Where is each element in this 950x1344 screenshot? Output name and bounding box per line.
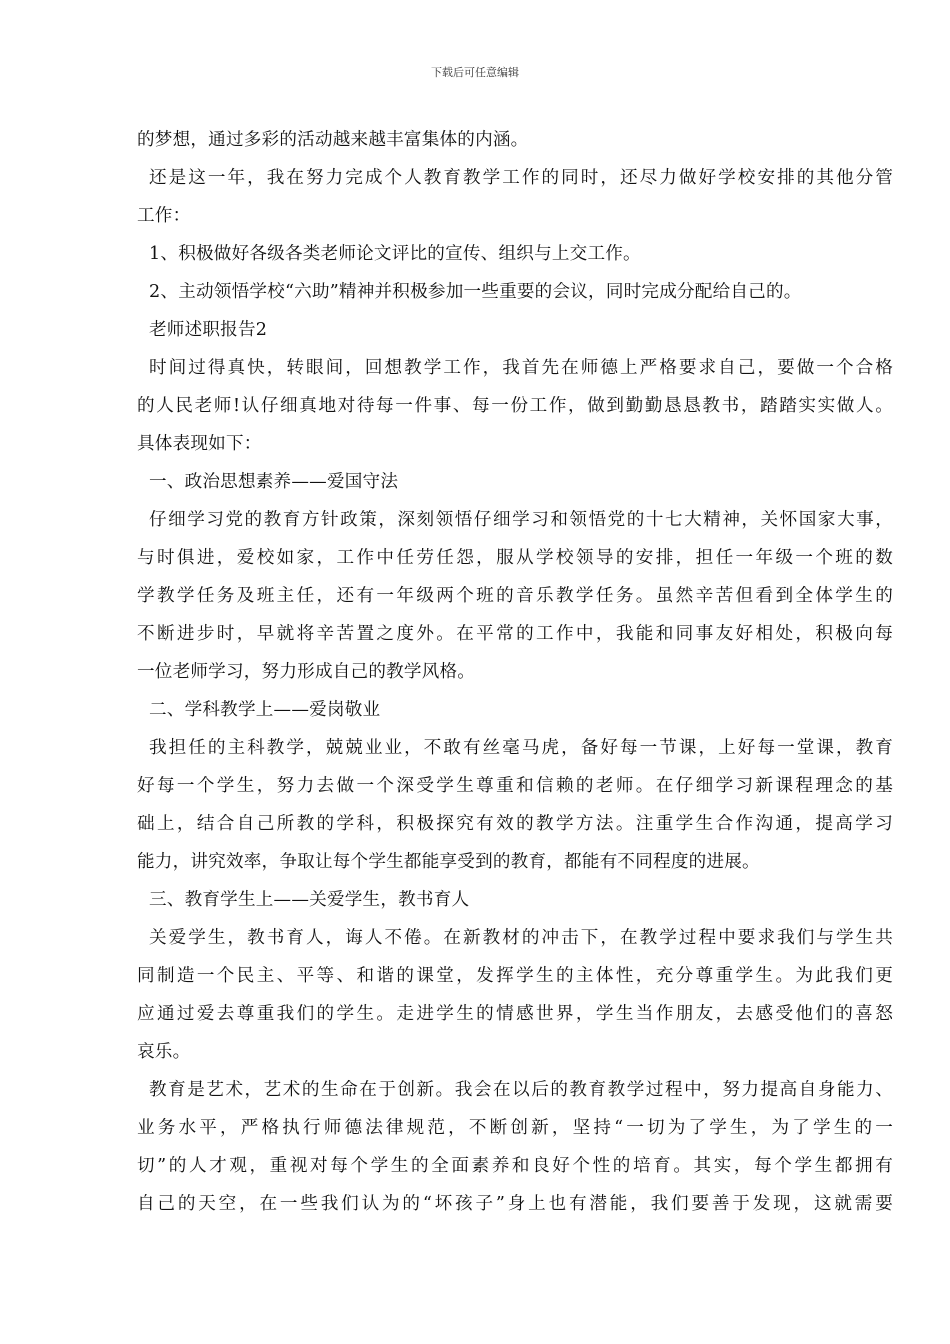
text-line: 能力，讲究效率，争取让每个学生都能享受到的教育，都能有不同程度的进展。 xyxy=(137,852,760,872)
text-line: 时间过得真快，转眼间，回想教学工作，我首先在师德上严格要求自己，要做一个合格 xyxy=(149,358,893,378)
text-line: 学教学任务及班主任，还有一年级两个班的音乐教学任务。虽然辛苦但看到全体学生的 xyxy=(137,586,893,606)
text-line: 一位老师学习，努力形成自己的教学风格。 xyxy=(137,662,476,682)
text-line: 自己的天空，在一些我们认为的“坏孩子”身上也有潜能，我们要善于发现，这就需要 xyxy=(137,1194,893,1214)
document-body xyxy=(137,121,893,1223)
text-line: 的梦想，通过多彩的活动越来越丰富集体的内涵。 xyxy=(137,130,529,150)
text-line: 教育是艺术，艺术的生命在于创新。我会在以后的教育教学过程中，努力提高自身能力、 xyxy=(149,1080,893,1100)
text-line: 切”的人才观，重视对每个学生的全面素养和良好个性的培育。其实，每个学生都拥有 xyxy=(137,1156,893,1176)
text-line: 不断进步时，早就将辛苦置之度外。在平常的工作中，我能和同事友好相处，积极向每 xyxy=(137,624,893,644)
text-line: 1、积极做好各级各类老师论文评比的宣传、组织与上交工作。 xyxy=(149,244,641,264)
text-line: 三、教育学生上——关爱学生，教书育人 xyxy=(149,890,470,910)
text-line: 工作： xyxy=(137,206,191,226)
text-line: 同制造一个民主、平等、和谐的课堂，发挥学生的主体性，充分尊重学生。为此我们更 xyxy=(137,966,893,986)
text-line: 一、政治思想素养——爱国守法 xyxy=(149,472,399,492)
text-line: 还是这一年，我在努力完成个人教育教学工作的同时，还尽力做好学校安排的其他分管 xyxy=(149,168,893,188)
text-line: 仔细学习党的教育方针政策，深刻领悟仔细学习和领悟党的十七大精神，关怀国家大事， xyxy=(149,510,893,530)
text-line: 2、主动领悟学校“六助”精神并积极参加一些重要的会议，同时完成分配给自己的。 xyxy=(149,282,802,302)
text-line: 的人民老师!认仔细真地对待每一件事、每一份工作，做到勤勤恳恳教书，踏踏实实做人。 xyxy=(137,396,893,416)
page-header: 下载后可任意编辑 xyxy=(431,66,519,79)
text-line: 好每一个学生，努力去做一个深受学生尊重和信赖的老师。在仔细学习新课程理念的基 xyxy=(137,776,893,796)
text-line: 哀乐。 xyxy=(137,1042,191,1062)
text-line: 老师述职报告2 xyxy=(149,320,268,340)
text-line: 与时俱进，爱校如家，工作中任劳任怨，服从学校领导的安排，担任一年级一个班的数 xyxy=(137,548,893,568)
text-line: 业务水平，严格执行师德法律规范，不断创新，坚持“一切为了学生，为了学生的一 xyxy=(137,1118,893,1138)
text-line: 关爱学生，教书育人，诲人不倦。在新教材的冲击下，在教学过程中要求我们与学生共 xyxy=(149,928,893,948)
text-line: 我担任的主科教学，兢兢业业，不敢有丝毫马虎，备好每一节课，上好每一堂课，教育 xyxy=(149,738,893,758)
text-line: 具体表现如下： xyxy=(137,434,262,454)
text-line: 应通过爱去尊重我们的学生。走进学生的情感世界，学生当作朋友，去感受他们的喜怒 xyxy=(137,1004,893,1024)
text-line: 础上，结合自己所教的学科，积极探究有效的教学方法。注重学生合作沟通，提高学习 xyxy=(137,814,893,834)
text-line: 二、学科教学上——爱岗敬业 xyxy=(149,700,381,720)
